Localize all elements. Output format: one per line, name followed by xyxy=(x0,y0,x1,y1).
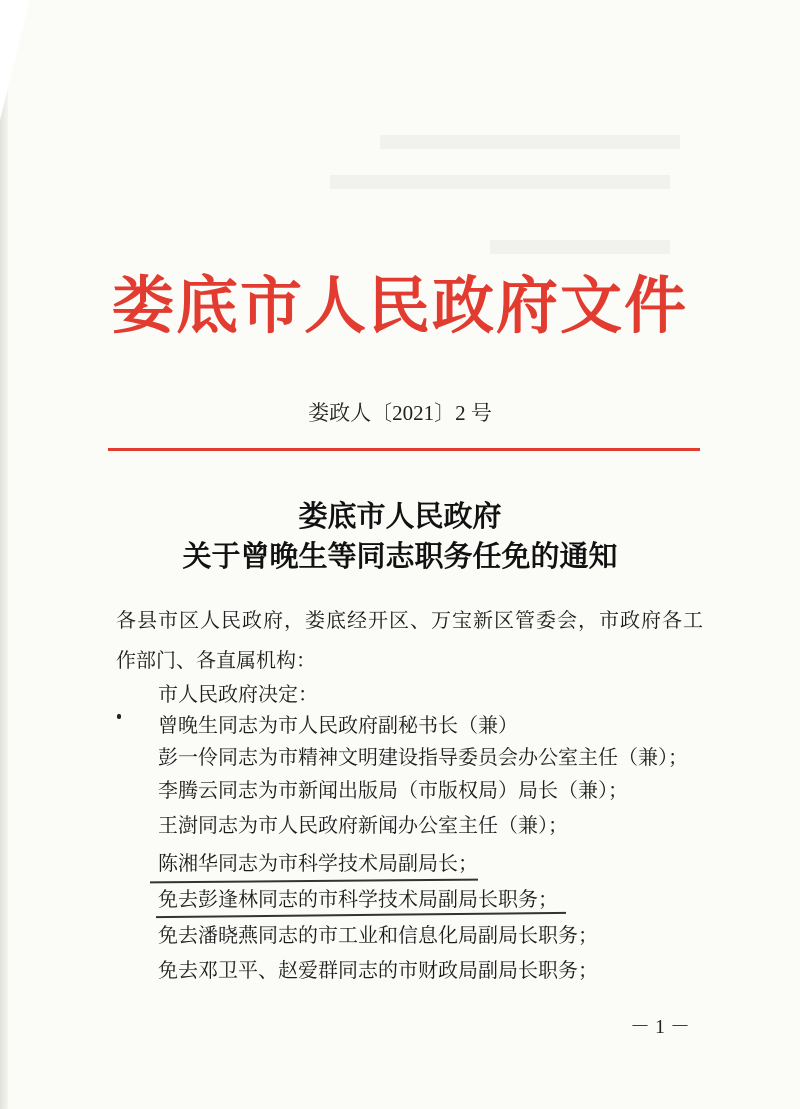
document-number: 娄政人〔2021〕2 号 xyxy=(308,401,492,425)
dismissal-item: 免去潘晓燕同志的市工业和信息化局副局长职务； xyxy=(158,923,598,947)
addressee-line-2: 作部门、各直属机构： xyxy=(116,648,316,672)
red-divider-line xyxy=(108,448,700,451)
bleed-through-mark xyxy=(490,240,670,254)
appointment-item: 李腾云同志为市新闻出版局（市版权局）局长（兼）； xyxy=(158,778,628,802)
addressee-line-1: 各县市区人民政府，娄底经开区、万宝新区管委会，市政府各工 xyxy=(116,608,704,632)
dismissal-item: 免去邓卫平、赵爱群同志的市财政局副局长职务； xyxy=(158,958,598,982)
notice-title-subject: 关于曾晚生等同志职务任免的通知 xyxy=(182,539,618,573)
notice-title-issuer: 娄底市人民政府 xyxy=(298,499,502,533)
appointment-item: 陈湘华同志为市科学技术局副局长； xyxy=(158,851,478,875)
page-number: － 1 － xyxy=(630,1016,690,1038)
handwritten-underline xyxy=(150,879,478,884)
appointment-item: 曾晚生同志为市人民政府副秘书长（兼） xyxy=(158,713,518,737)
document-header-title: 娄底市人民政府文件 xyxy=(111,269,688,342)
bleed-through-mark xyxy=(380,135,680,149)
appointment-item: 彭一伶同志为市精神文明建设指导委员会办公室主任（兼）； xyxy=(158,745,688,769)
decision-statement: 市人民政府决定： xyxy=(158,682,318,706)
appointment-item: 王澍同志为市人民政府新闻办公室主任（兼）； xyxy=(158,813,568,837)
dismissal-item: 免去彭逢林同志的市科学技术局副局长职务； xyxy=(158,887,558,911)
ink-dot-mark xyxy=(117,714,121,719)
bleed-through-mark xyxy=(330,175,670,189)
folded-corner xyxy=(0,0,30,120)
